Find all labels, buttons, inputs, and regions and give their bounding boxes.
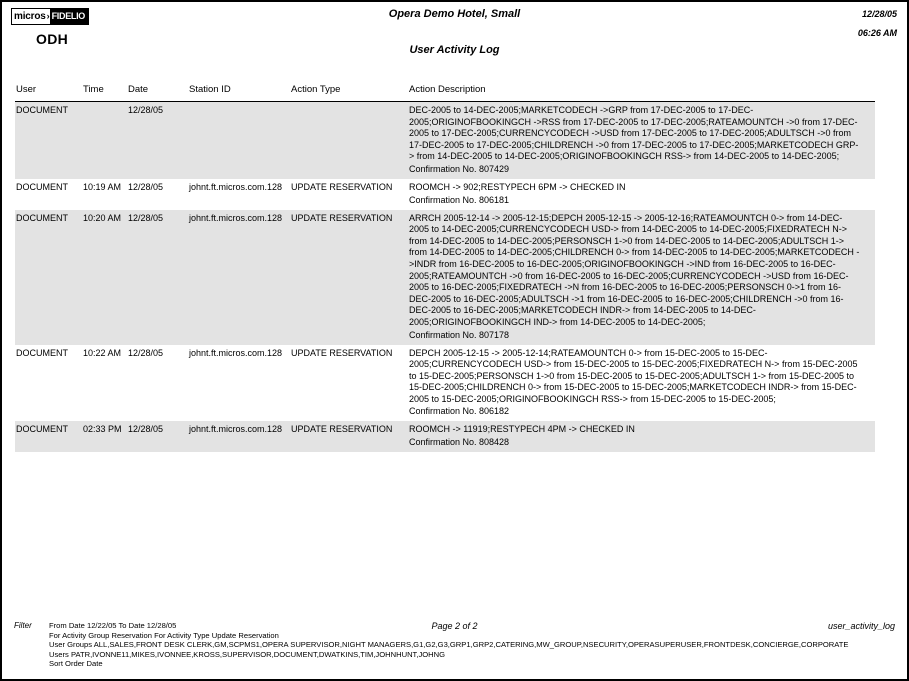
table-row — [15, 421, 875, 452]
filter-line: For Activity Group Reservation For Activity Type Update Reservation — [49, 630, 279, 640]
cell-action-description: ROOMCH -> 11919;RESTYPECH 4PM -> CHECKED IN — [409, 424, 635, 435]
cell-time: 10:20 AM — [83, 212, 122, 223]
cell-user: DOCUMENT — [16, 105, 68, 115]
header-time: 06:26 AM — [857, 28, 897, 38]
cell-action_type: UPDATE RESERVATION — [291, 347, 393, 358]
table-row — [15, 345, 875, 422]
cell-user: DOCUMENT — [16, 424, 68, 435]
cell-date: 12/28/05 — [128, 424, 164, 435]
column-header-date: Date — [128, 84, 149, 95]
cell-user: DOCUMENT — [16, 212, 68, 223]
column-header-time: Time — [83, 84, 104, 95]
column-header-action-description: Action Description — [409, 84, 486, 95]
cell-time: 02:33 PM — [83, 424, 122, 435]
cell-action-description: ARRCH 2005-12-14 -> 2005-12-15;DEPCH 2005-12-15 -> 2005-12-16;RATEAMOUNTCH 0-> from 14-DEC-2005 to 14-DEC-2005;CURRENCYCODECH USD-> from 14-DEC-2005 to 14-DEC-2005;FIXEDRATECH N-> from 14-DEC-2005 to 14-DEC-2005;PERSONSCH 1->0 from 14-DEC-2005 to 14-DEC-2005;ADULTSCH 1-> from 14-DEC-2005 to 14-DEC-2005;CHILDRENCH 0-> from 14-DEC-2005 to 14-DEC-2005;MARKETCODECH ->INDR from 16-DEC-2005 to 16-DEC-2005;ORIGINOFBOOKINGCH ->IND from 16-DEC-2005 to 16-DEC-2005;RATEAMOUNTCH ->0 from 16-DEC-2005 to 16-DEC-2005;CURRENCYCODECH ->USD from 16-DEC-2005 to 16-DEC-2005;FIXEDRATECH ->N from 16-DEC-2005 to 16-DEC-2005;PERSONSCH 0->1 from 16-DEC-2005 to 16-DEC-2005;ADULTSCH ->1 from 16-DEC-2005 to 16-DEC-2005;CHILDRENCH ->0 from 16-DEC-2005 to 16-DEC-2005;MARKETCODECH INDR-> from 14-DEC-2005 to 14-DEC-2005;ORIGINOFBOOKINGCH IND-> from 14-DEC-2005 to 14-DEC-2005; — [409, 212, 860, 327]
property-code: ODH — [36, 31, 69, 47]
page-indicator: Page 2 of 2 — [431, 621, 478, 631]
column-header-action-type: Action Type — [291, 84, 341, 95]
confirmation-number: Confirmation No. 806182 — [409, 406, 510, 417]
confirmation-number: Confirmation No. 806181 — [409, 194, 510, 205]
cell-action_type: UPDATE RESERVATION — [291, 424, 393, 435]
table-body — [15, 102, 875, 452]
column-header-user: User — [16, 84, 37, 95]
cell-time: 10:19 AM — [83, 181, 122, 192]
page-title: User Activity Log — [409, 44, 500, 56]
cell-date: 12/28/05 — [128, 212, 164, 223]
logo-arrow-icon: › — [47, 9, 50, 24]
hotel-title: Opera Demo Hotel, Small — [388, 8, 521, 20]
confirmation-number: Confirmation No. 807429 — [409, 163, 510, 174]
header-date: 12/28/05 — [861, 9, 897, 19]
cell-action_type: UPDATE RESERVATION — [291, 181, 393, 192]
cell-station: johnt.ft.micros.com.128 — [189, 181, 283, 192]
confirmation-number: Confirmation No. 807178 — [409, 329, 510, 340]
logo-fidelio-text: FIDELIO — [50, 9, 88, 24]
cell-date: 12/28/05 — [128, 181, 164, 192]
table-row — [15, 102, 875, 179]
activity-table — [15, 82, 875, 452]
column-header-station-id: Station ID — [189, 84, 231, 95]
table-row — [15, 179, 875, 210]
report-file-name: user_activity_log — [827, 621, 895, 631]
filter-line: Users PATR,IVONNE11,MIKES,IVONNEE,KROSS,SUPERVISOR,DOCUMENT,DWATKINS,TIM,JOHNHUNT,JOHNG — [49, 649, 446, 659]
filter-line: From Date 12/22/05 To Date 12/28/05 — [49, 621, 177, 630]
cell-action_type: UPDATE RESERVATION — [291, 212, 393, 223]
cell-station: johnt.ft.micros.com.128 — [189, 347, 283, 358]
cell-station: johnt.ft.micros.com.128 — [189, 212, 283, 223]
report-footer — [2, 621, 907, 669]
cell-user: DOCUMENT — [16, 181, 68, 192]
cell-station: johnt.ft.micros.com.128 — [189, 424, 283, 435]
logo-micros-text: micros — [14, 11, 46, 22]
cell-action-description: DEPCH 2005-12-15 -> 2005-12-14;RATEAMOUNTCH 0-> from 15-DEC-2005 to 15-DEC-2005;CURRENCYCODECH USD-> from 15-DEC-2005 to 15-DEC-2005;FIXEDRATECH N-> from 15-DEC-2005 to 15-DEC-2005;PERSONSCH 1->0 from 15-DEC-2005 to 15-DEC-2005;ADULTSCH 1-> from 15-DEC-2005 to 15-DEC-2005;CHILDRENCH 0-> from 15-DEC-2005 to 15-DEC-2005;MARKETCODECH INDR-> from 15-DEC-2005 to 15-DEC-2005;ORIGINOFBOOKINGCH RSS-> from 15-DEC-2005 to 15-DEC-2005; — [409, 347, 860, 404]
cell-date: 12/28/05 — [128, 347, 164, 358]
cell-date: 12/28/05 — [128, 105, 164, 115]
table-header-row — [15, 82, 875, 102]
cell-action-description: DEC-2005 to 14-DEC-2005;MARKETCODECH ->GRP from 17-DEC-2005 to 17-DEC-2005;ORIGINOFBOOKINGCH ->RSS from 17-DEC-2005 to 17-DEC-2005;RATEAMOUNTCH ->0 from 17-DEC-2005 to 17-DEC-2005;CURRENCYCODECH ->USD from 17-DEC-2005 to 17-DEC-2005;ADULTSCH ->0 from 17-DEC-2005 to 17-DEC-2005;CHILDRENCH ->0 from 17-DEC-2005 to 17-DEC-2005;MARKETCODECH GRP-> from 14-DEC-2005 to 14-DEC-2005;ORIGINOFBOOKINGCH RSS-> from 14-DEC-2005 to 14-DEC-2005; — [409, 105, 859, 162]
filter-line: Sort Order Date — [49, 659, 103, 669]
table-row — [15, 210, 875, 345]
cell-user: DOCUMENT — [16, 347, 68, 358]
filter-line: User Groups ALL,SALES,FRONT DESK CLERK,GM,SCPMS1,OPERA SUPERVISOR,NIGHT MANAGERS,G1,G2,G3,GRP1,GRP2,CATERING,MW_GROUP,NSECURITY,OPERASUPERUSER,FRONTDESK,CONCIERGE,CORPORATE — [49, 640, 849, 650]
cell-time: 10:22 AM — [83, 347, 122, 358]
confirmation-number: Confirmation No. 808428 — [409, 437, 510, 448]
cell-action-description: ROOMCH -> 902;RESTYPECH 6PM -> CHECKED IN — [409, 181, 626, 192]
filter-label: Filter — [14, 621, 32, 630]
